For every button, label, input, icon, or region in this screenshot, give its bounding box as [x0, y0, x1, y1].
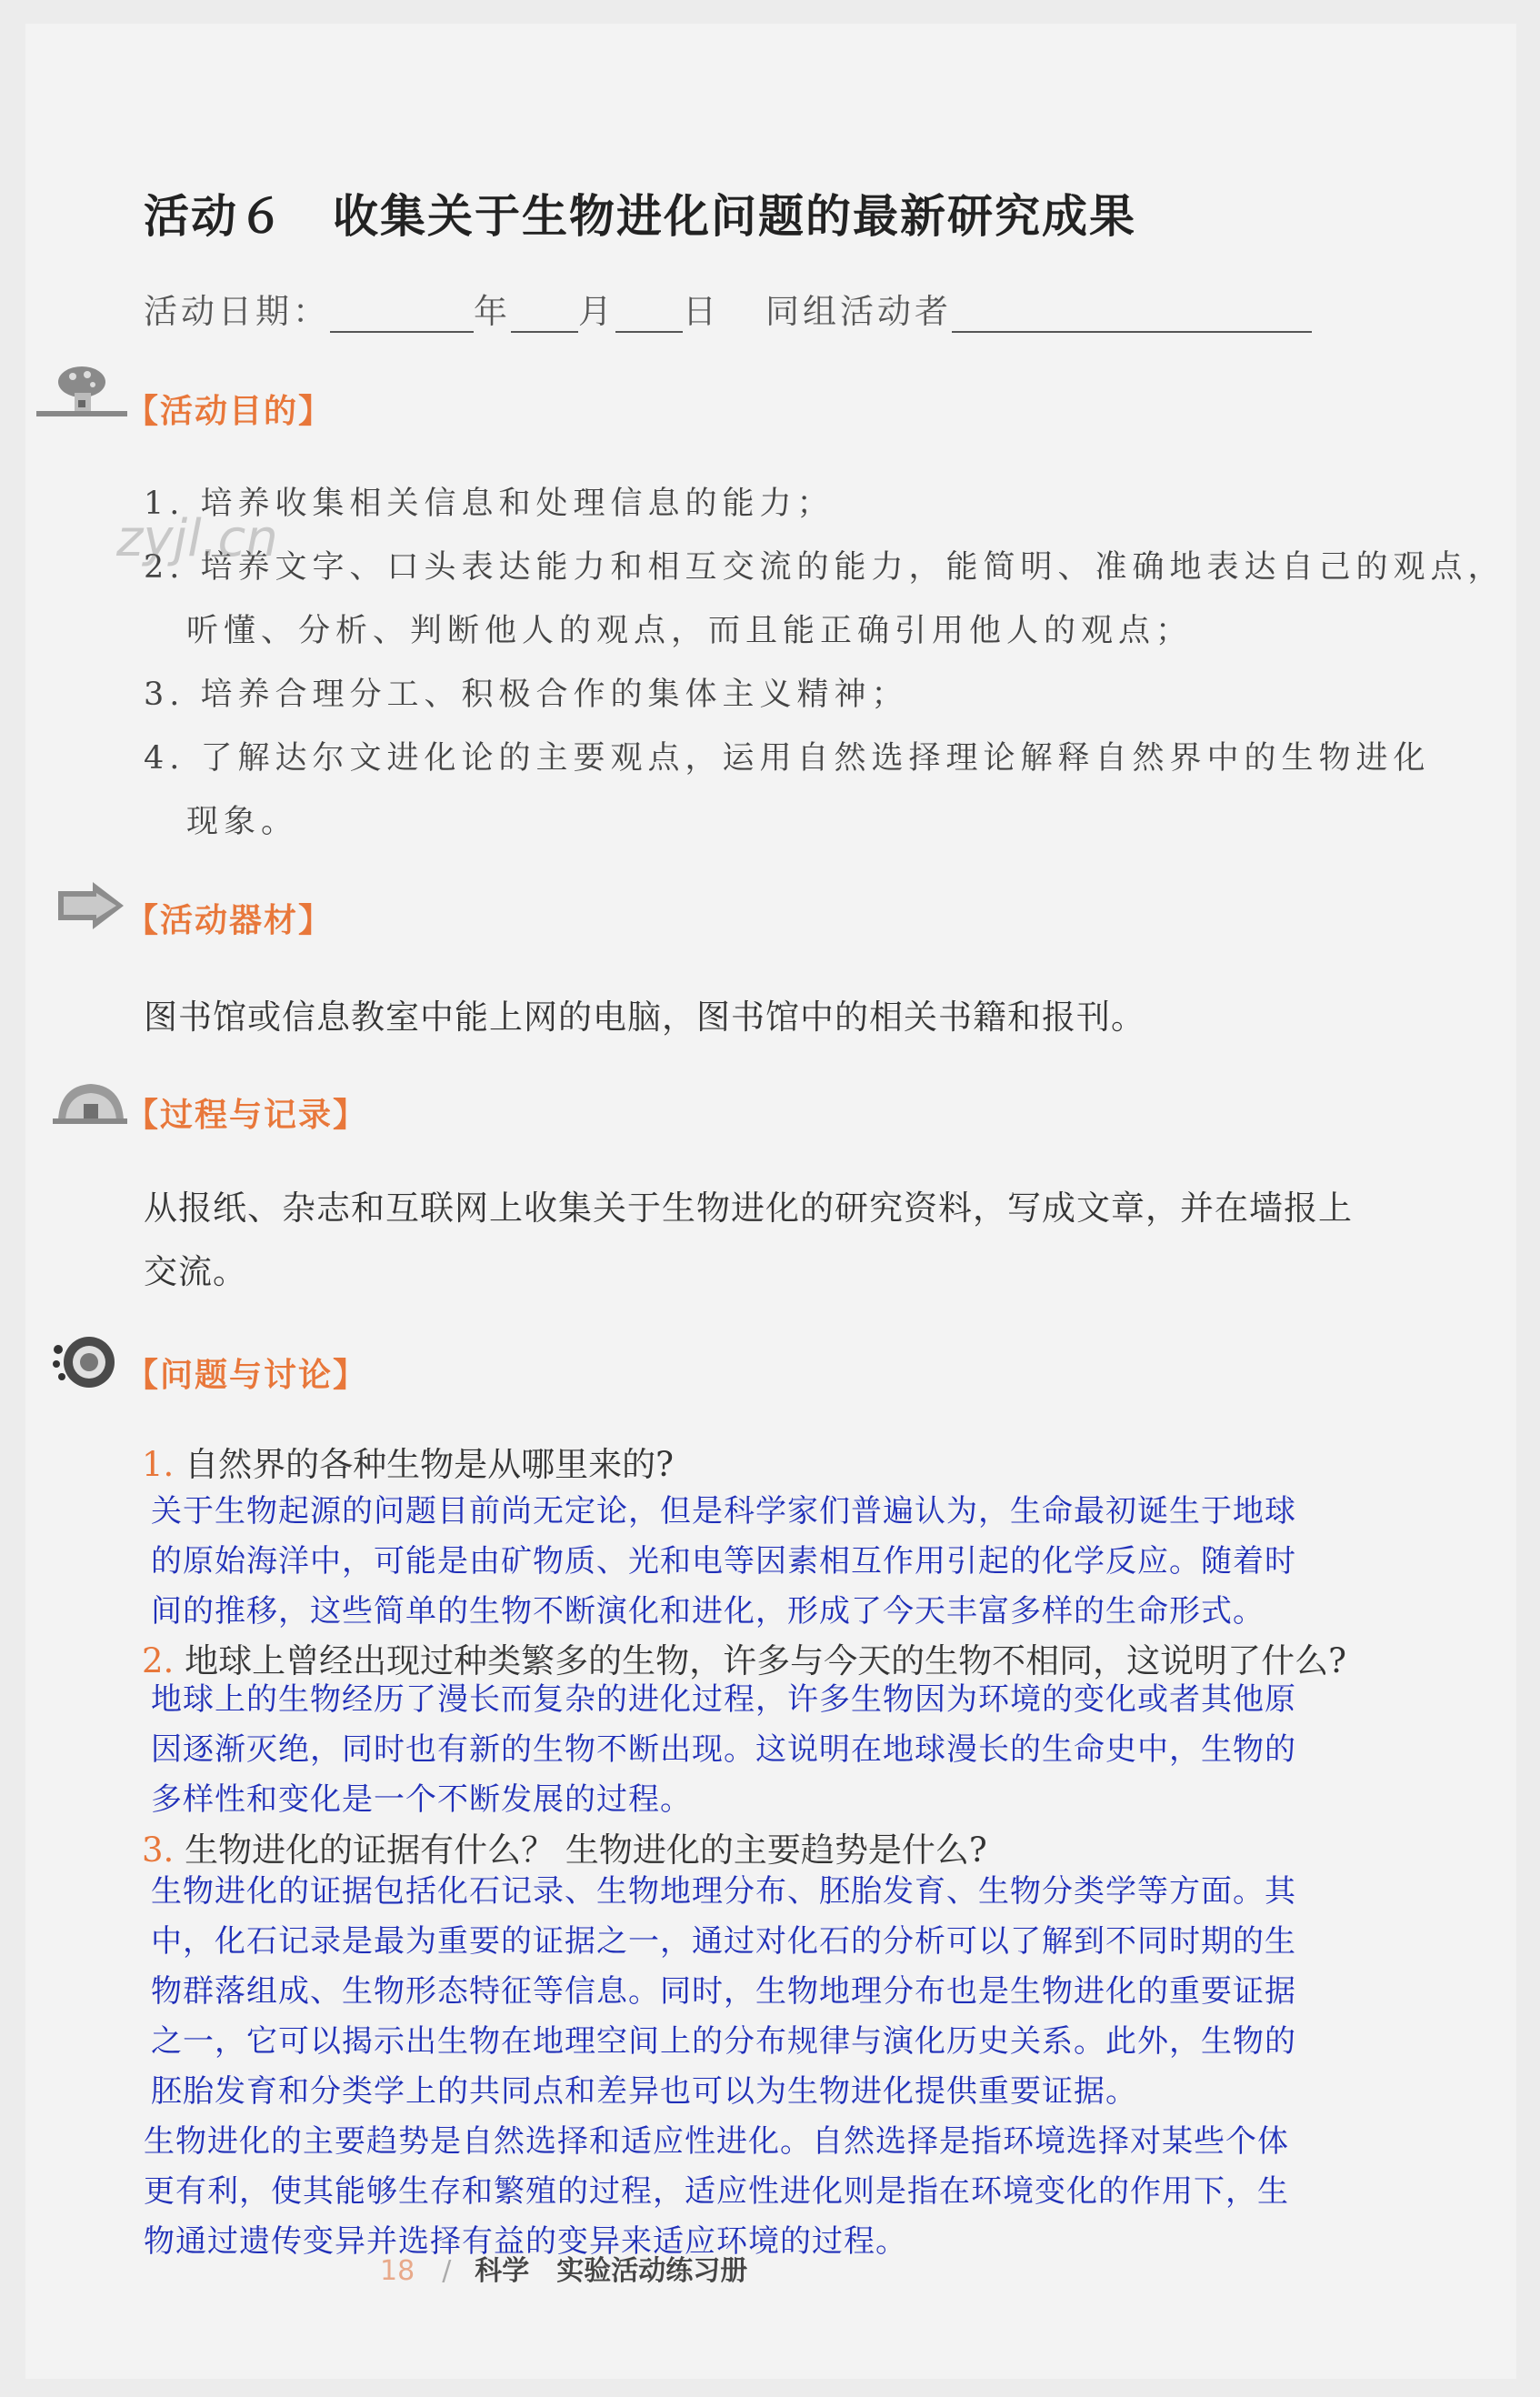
question-3-number: 3.	[142, 1830, 175, 1870]
footer-book-title: 实验活动练习册	[556, 2255, 748, 2287]
purpose-item-1: 1. 培养收集相关信息和处理信息的能力；	[144, 486, 835, 522]
date-row	[144, 284, 1312, 333]
arrow-sign-icon	[56, 880, 127, 931]
date-label: 活动日期：	[144, 292, 330, 331]
question-3	[142, 1822, 987, 1871]
purpose-item-4-cont: 现象。	[186, 804, 299, 840]
answer-3-line-4: 之一，它可以揭示出生物在地理空间上的分布规律与演化历史关系。此外，生物的	[151, 2023, 1296, 2060]
question-1	[142, 1437, 674, 1486]
year-blank[interactable]	[330, 300, 474, 333]
question-2-number: 2.	[142, 1641, 175, 1680]
question-1-number: 1.	[142, 1445, 175, 1484]
page-footer	[380, 2248, 747, 2288]
partners-label: 同组活动者	[765, 292, 952, 331]
question-3-text: 生物进化的证据有什么？ 生物进化的主要趋势是什么?	[185, 1830, 987, 1870]
watermark: zyjl.cn	[116, 509, 278, 568]
partners-blank[interactable]	[952, 300, 1312, 333]
answer-3-line-8: 物通过遗传变异并选择有益的变异来适应环境的过程。	[144, 2223, 907, 2260]
day-label: 日	[683, 292, 720, 331]
section-heading-process: 【过程与记录】	[125, 1097, 368, 1134]
purpose-item-3: 3. 培养合理分工、积极合作的集体主义精神；	[144, 677, 909, 713]
answer-1-line-1: 关于生物起源的问题目前尚无定论，但是科学家们普遍认为，生命最初诞生于地球	[151, 1493, 1296, 1529]
answer-2-line-3: 多样性和变化是一个不断发展的过程。	[151, 1781, 692, 1818]
footer-slash: /	[442, 2255, 452, 2287]
answer-1-line-3: 间的推移，这些简单的生物不断演化和进化，形成了今天丰富多样的生命形式。	[151, 1593, 1265, 1630]
answer-2-line-1: 地球上的生物经历了漫长而复杂的进化过程，许多生物因为环境的变化或者其他原	[151, 1681, 1296, 1718]
hut-icon	[53, 1078, 127, 1126]
year-label: 年	[474, 292, 511, 331]
materials-text: 图书馆或信息教室中能上网的电脑，图书馆中的相关书籍和报刊。	[144, 998, 1145, 1037]
process-line-2: 交流。	[144, 1252, 247, 1291]
purpose-item-2-cont: 听懂、分析、判断他人的观点，而且能正确引用他人的观点；	[186, 613, 1194, 649]
question-2-text: 地球上曾经出现过种类繁多的生物，许多与今天的生物不相同，这说明了什么?	[185, 1641, 1346, 1680]
month-label: 月	[578, 292, 615, 331]
month-blank[interactable]	[511, 300, 578, 333]
section-heading-purpose: 【活动目的】	[125, 393, 334, 430]
purpose-item-2: 2. 培养文字、口头表达能力和相互交流的能力，能简明、准确地表达自己的观点，	[144, 549, 1505, 586]
mushroom-house-icon	[36, 362, 127, 418]
process-line-1: 从报纸、杂志和互联网上收集关于生物进化的研究资料，写成文章，并在墙报上	[144, 1188, 1353, 1228]
question-1-text: 自然界的各种生物是从哪里来的?	[185, 1445, 674, 1484]
page-number: 18	[380, 2255, 415, 2287]
page-title: 活动６ 收集关于生物进化问题的最新研究成果	[144, 190, 1136, 243]
answer-3-line-1: 生物进化的证据包括化石记录、生物地理分布、胚胎发育、生物分类学等方面。其	[151, 1873, 1296, 1910]
palette-icon	[49, 1333, 127, 1391]
day-blank[interactable]	[615, 300, 683, 333]
answer-3-line-6: 生物进化的主要趋势是自然选择和适应性进化。自然选择是指环境选择对某些个体	[144, 2123, 1289, 2160]
purpose-item-4: 4. 了解达尔文进化论的主要观点，运用自然选择理论解释自然界中的生物进化	[144, 740, 1431, 777]
answer-1-line-2: 的原始海洋中，可能是由矿物质、光和电等因素相互作用引起的化学反应。随着时	[151, 1543, 1296, 1580]
answer-2-line-2: 因逐渐灭绝，同时也有新的生物不断出现。这说明在地球漫长的生命史中，生物的	[151, 1731, 1296, 1768]
answer-3-line-3: 物群落组成、生物形态特征等信息。同时，生物地理分布也是生物进化的重要证据	[151, 1973, 1296, 2010]
section-heading-discussion: 【问题与讨论】	[125, 1357, 368, 1394]
answer-3-line-2: 中，化石记录是最为重要的证据之一，通过对化石的分析可以了解到不同时期的生	[151, 1923, 1296, 1960]
answer-3-line-5: 胚胎发育和分类学上的共同点和差异也可以为生物进化提供重要证据。	[151, 2073, 1137, 2110]
section-heading-materials: 【活动器材】	[125, 902, 334, 939]
answer-3-line-7: 更有利，使其能够生存和繁殖的过程，适应性进化则是指在环境变化的作用下，生	[144, 2173, 1289, 2210]
footer-subject: 科学	[475, 2255, 530, 2287]
